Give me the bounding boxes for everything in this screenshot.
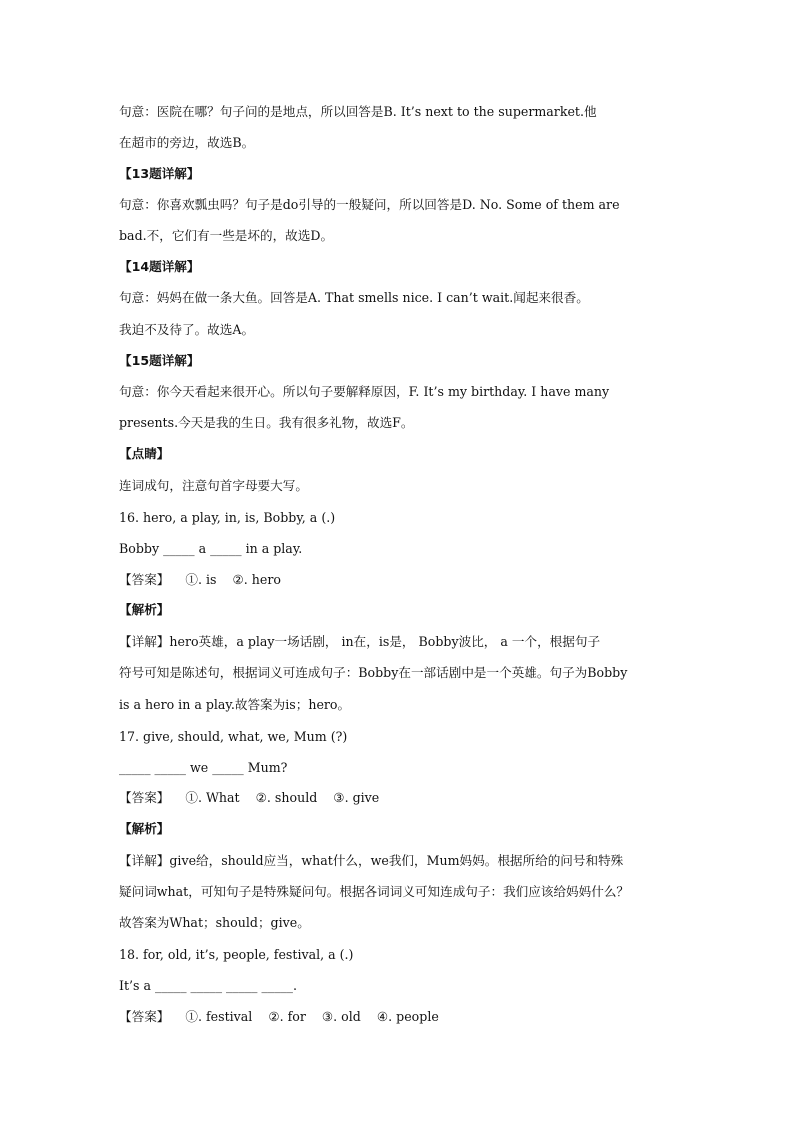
answer-line: 【答案】 ①. is ②. hero	[119, 572, 281, 587]
text-line: bad.不，它们有一些是坏的，故选D。	[119, 228, 334, 243]
text-line: 句意：妈妈在做一条大鱼。回答是A. That smells nice. I can’t wait.闻起来很香。	[119, 290, 589, 305]
text-line: 【详解】hero英雄，a play一场话剧， in在，is是， Bobby波比， a 一个，根据句子	[119, 634, 601, 649]
question-line: 16. hero, a play, in, is, Bobby, a (.)	[119, 510, 336, 525]
question-line: 18. for, old, it’s, people, festival, a (.)	[119, 947, 354, 962]
text-line: presents.今天是我的生日。我有很多礼物，故选F。	[119, 415, 414, 430]
question-blank-line: _____ _____ we _____ Mum?	[119, 760, 288, 775]
text-line: 【详解】give给，should应当，what什么，we我们，Mum妈妈。根据所给的问号和特殊	[119, 853, 624, 868]
section-heading: 【13题详解】	[119, 166, 200, 181]
text-line: 句意：医院在哪？句子问的是地点，所以回答是B. It’s next to the supermarket.他	[119, 104, 597, 119]
section-heading: 【点睛】	[119, 446, 170, 461]
text-line: 在超市的旁边，故选B。	[119, 135, 255, 150]
text-line: 句意：你喜欢瓢虫吗？句子是do引导的一般疑问，所以回答是D. No. Some of them are	[119, 197, 620, 212]
question-blank-line: Bobby _____ a _____ in a play.	[119, 541, 303, 556]
text-line: 我迫不及待了。故选A。	[119, 322, 255, 337]
text-line: 故答案为What；should；give。	[119, 915, 310, 930]
text-line: 连词成句，注意句首字母要大写。	[119, 478, 308, 493]
section-heading: 【解析】	[119, 821, 170, 836]
answer-line: 【答案】 ①. festival ②. for ③. old ④. people	[119, 1009, 439, 1024]
answer-line: 【答案】 ①. What ②. should ③. give	[119, 790, 380, 805]
text-line: 符号可知是陈述句，根据词义可连成句子：Bobby在一部话剧中是一个英雄。句子为Bobby	[119, 665, 628, 680]
section-heading: 【解析】	[119, 602, 170, 617]
section-heading: 【15题详解】	[119, 353, 200, 368]
section-heading: 【14题详解】	[119, 259, 200, 274]
text-line: is a hero in a play.故答案为is；hero。	[119, 697, 351, 712]
text-line: 疑问词what，可知句子是特殊疑问句。根据各词词义可知连成句子：我们应该给妈妈什么？	[119, 884, 630, 899]
text-line: 句意：你今天看起来很开心。所以句子要解释原因，F. It’s my birthday. I have many	[119, 384, 610, 399]
question-blank-line: It’s a _____ _____ _____ _____.	[119, 978, 297, 993]
question-line: 17. give, should, what, we, Mum (?)	[119, 729, 348, 744]
